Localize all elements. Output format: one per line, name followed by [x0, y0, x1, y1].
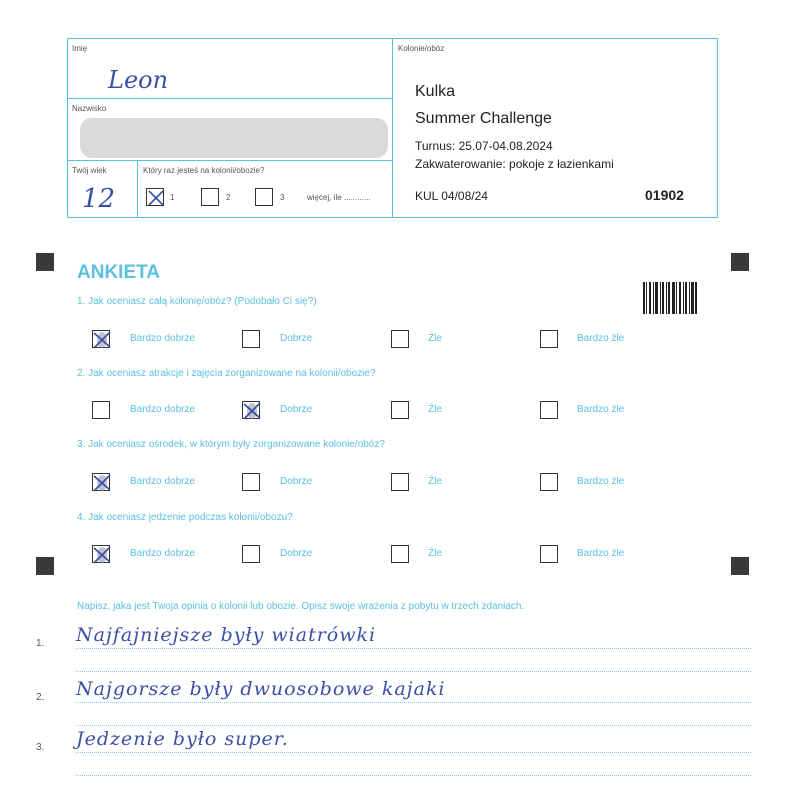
question-4-option-4-checkbox[interactable]	[540, 545, 558, 563]
question-4-option-1-label: Bardzo dobrze	[130, 548, 196, 559]
question-3-option-4-checkbox[interactable]	[540, 473, 558, 491]
question-2-option-3-label: Źle	[428, 404, 442, 415]
header-divider	[392, 38, 393, 218]
opinion-line-1-text[interactable]: Najfajniejsze były wiatrówki	[76, 624, 377, 646]
question-1-option-3-label: Źle	[428, 333, 442, 344]
camp-number: 01902	[645, 187, 684, 203]
surname-redacted	[80, 118, 388, 158]
opinion-line-2-number: 2.	[36, 692, 45, 703]
question-4-option-3-checkbox[interactable]	[391, 545, 409, 563]
surname-label: Nazwisko	[72, 104, 107, 113]
question-4-option-4-label: Bardzo źle	[577, 548, 625, 559]
times-option-2-label: 2	[226, 193, 231, 202]
x-mark-icon	[93, 546, 111, 564]
alignment-marker-mid-left	[36, 557, 54, 575]
camp-label: Kolonie/obóz	[398, 44, 445, 53]
opinion-line-1-number: 1.	[36, 638, 45, 649]
times-more: więcej, ile ............	[307, 193, 371, 202]
x-mark-icon	[93, 474, 111, 492]
question-2-option-1-label: Bardzo dobrze	[130, 404, 196, 415]
x-mark-icon	[93, 331, 111, 349]
x-mark-icon	[147, 189, 165, 207]
opinion-prompt: Napisz, jaka jest Twoja opinia o kolonii lub obozie. Opisz swoje wrażenia z pobytu w trzech zdaniach.	[77, 601, 525, 612]
question-1-option-2-label: Dobrze	[280, 333, 313, 344]
question-2-option-3-checkbox[interactable]	[391, 401, 409, 419]
question-1-option-1-label: Bardzo dobrze	[130, 333, 196, 344]
times-option-3-label: 3	[280, 193, 285, 202]
divider-name	[67, 98, 392, 99]
divider-surname	[67, 160, 392, 161]
question-1-option-3-checkbox[interactable]	[391, 330, 409, 348]
question-1-option-4-label: Bardzo źle	[577, 333, 625, 344]
camp-title: Summer Challenge	[415, 110, 552, 127]
camp-name: Kulka	[415, 83, 456, 100]
alignment-marker-top-left	[36, 253, 54, 271]
question-2-option-1-checkbox[interactable]	[92, 401, 110, 419]
question-3-option-2-label: Dobrze	[280, 476, 313, 487]
camp-turnus: Turnus: 25.07-04.08.2024	[415, 139, 553, 153]
opinion-line-1-dots	[76, 648, 751, 649]
question-3-option-3-label: Źle	[428, 476, 442, 487]
question-3-option-2-checkbox[interactable]	[242, 473, 260, 491]
question-4-option-2-checkbox[interactable]	[242, 545, 260, 563]
question-1-option-4-checkbox[interactable]	[540, 330, 558, 348]
alignment-marker-top-right	[731, 253, 749, 271]
question-3-option-1-checkbox[interactable]	[92, 473, 110, 491]
question-1-option-2-checkbox[interactable]	[242, 330, 260, 348]
age-value[interactable]: 12	[82, 184, 116, 214]
opinion-line-2-dots-secondary	[76, 725, 751, 726]
question-3-text: 3. Jak oceniasz ośrodek, w którym były zorganizowane kolonie/obóz?	[77, 439, 385, 450]
opinion-line-1-dots-secondary	[76, 671, 751, 672]
question-2-text: 2. Jak oceniasz atrakcje i zajęcia zorganizowane na kolonii/obozie?	[77, 368, 376, 379]
x-mark-icon	[243, 402, 261, 420]
opinion-line-2-text[interactable]: Najgorsze były dwuosobowe kajaki	[76, 678, 446, 700]
times-label: Który raz jesteś na kolonii/obozie?	[143, 166, 265, 175]
question-4-option-3-label: Źle	[428, 548, 442, 559]
times-option-1-label: 1	[170, 193, 175, 202]
question-1-text: 1. Jak oceniasz całą kolonię/obóz? (Podobało Ci się?)	[77, 296, 317, 307]
opinion-line-3-number: 3.	[36, 742, 45, 753]
alignment-marker-mid-right	[731, 557, 749, 575]
camp-accommodation: Zakwaterowanie: pokoje z łazienkami	[415, 157, 614, 171]
question-1-option-1-checkbox[interactable]	[92, 330, 110, 348]
question-3-option-4-label: Bardzo źle	[577, 476, 625, 487]
survey-title: ANKIETA	[77, 262, 161, 283]
name-label: Imię	[72, 44, 88, 53]
question-4-option-1-checkbox[interactable]	[92, 545, 110, 563]
age-label: Twój wiek	[72, 166, 107, 175]
opinion-line-3-text[interactable]: Jedzenie było super.	[76, 728, 289, 750]
camp-code: KUL 04/08/24	[415, 189, 488, 203]
times-option-1-checkbox[interactable]	[146, 188, 164, 206]
times-option-2-checkbox[interactable]	[201, 188, 219, 206]
question-3-option-1-label: Bardzo dobrze	[130, 476, 196, 487]
question-4-option-2-label: Dobrze	[280, 548, 313, 559]
divider-age	[137, 160, 138, 218]
question-2-option-2-checkbox[interactable]	[242, 401, 260, 419]
opinion-line-3-dots-secondary	[76, 775, 751, 776]
question-2-option-4-label: Bardzo źle	[577, 404, 625, 415]
opinion-line-3-dots	[76, 752, 751, 753]
name-value[interactable]: Leon	[108, 66, 169, 94]
question-2-option-2-label: Dobrze	[280, 404, 313, 415]
barcode-icon	[643, 282, 697, 314]
question-2-option-4-checkbox[interactable]	[540, 401, 558, 419]
question-4-text: 4. Jak oceniasz jedzenie podczas kolonii/obozu?	[77, 512, 293, 523]
question-3-option-3-checkbox[interactable]	[391, 473, 409, 491]
opinion-line-2-dots	[76, 702, 751, 703]
times-option-3-checkbox[interactable]	[255, 188, 273, 206]
